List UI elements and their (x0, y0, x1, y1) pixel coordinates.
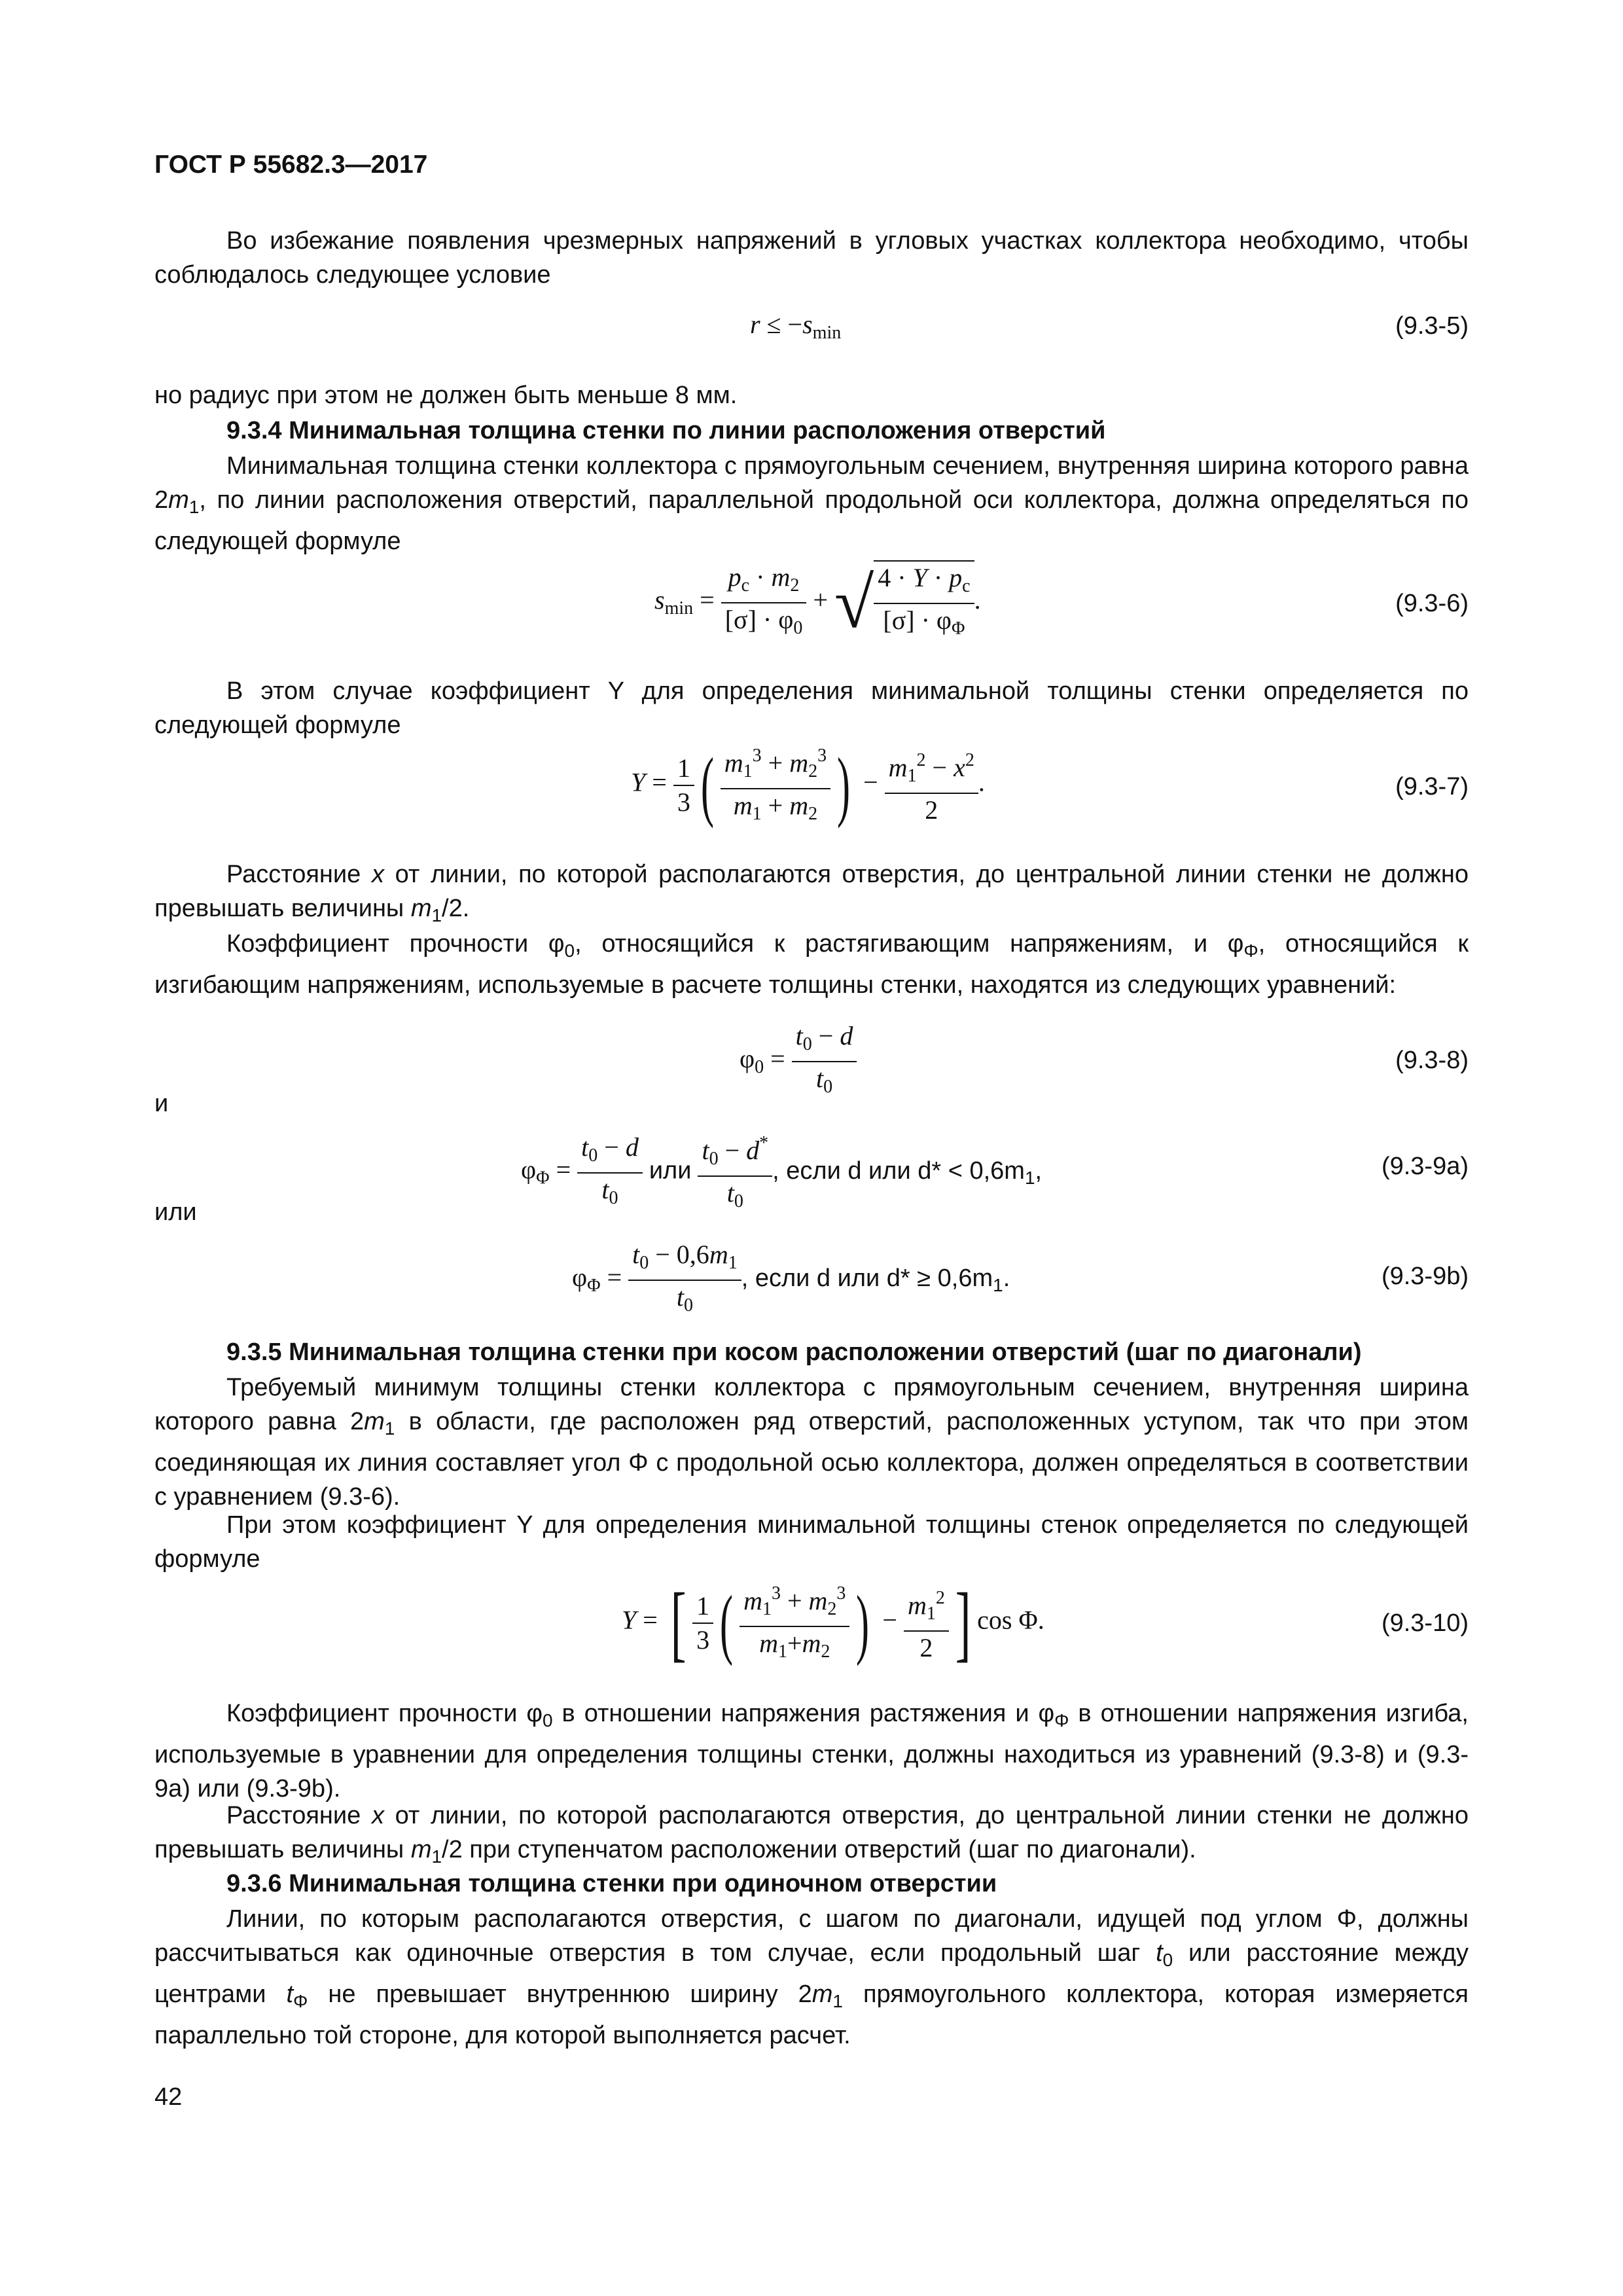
paragraph-10: Расстояние x от линии, по которой располагаются отверстия, до центральной линии стенки не должно превышать величины $m_1/2$ при ступенчатом расположении отверстий (шаг по диагонали). (154, 1802, 1469, 1867)
square-root: √ $\frac{4 \cdot Y \cdot p_c}{[\sigma] \cdot \varphi_\Phi}$ (834, 560, 974, 645)
paragraph-9: Коэффициент прочности $\varphi_0$ в отношении напряжения растяжения и $\varphi_\Phi$ в отношении напряжения изгиба, используемые в уравнении для определения толщины стенки, должны находиться из уравнений (9.3-8) и (9.3-9а) или (9.3-9b). (154, 1700, 1469, 1803)
conjunction-and: и (154, 1090, 169, 1117)
paragraph-3: Минимальная толщина стенки коллектора с прямоугольным сечением, внутренняя ширина которого равна $2m_1$, по линии расположения отверстий, параллельной продольной оси коллектора, должна определяться по следующей формуле (154, 452, 1469, 555)
conjunction-or: или (154, 1198, 197, 1226)
paragraph-6: Коэффициент прочности $\varphi_0$, относящийся к растягивающим напряжениям, и $\varphi_\Phi$, относящийся к изгибающим напряжениям, используемые в расчете толщины стенки, находятся из следующих уравнений: (154, 930, 1469, 999)
section-heading-9-3-6: 9.3.6 Минимальная толщина стенки при одиночном отверстии (226, 1870, 997, 1897)
equation-number: (9.3-7) (1395, 773, 1469, 800)
section-heading-9-3-5: 9.3.5 Минимальная толщина стенки при косом расположении отверстий (шаг по диагонали) (226, 1338, 1362, 1366)
paragraph-8: При этом коэффициент Y для определения минимальной толщины стенок определяется по следующей формуле (154, 1511, 1469, 1573)
page-number: 42 (154, 2083, 183, 2111)
equation-9-3-9b: $\varphi_\Phi$ = $\frac{t_0 - 0,6m_1}{t_0}$ , если d или $d* \ge 0,6m_1$. (572, 1240, 1010, 1316)
section-heading-9-3-4: 9.3.4 Минимальная толщина стенки по линии расположения отверстий (226, 417, 1106, 444)
document-header: ГОСТ Р 55682.3—2017 (154, 151, 428, 179)
equation-number: (9.3-5) (1395, 312, 1469, 340)
paragraph-1: Во избежание появления чрезмерных напряжений в угловых участках коллектора необходимо, чтобы соблюдалось следующее условие (154, 227, 1469, 289)
paragraph-11: Линии, по которым располагаются отверстия, с шагом по диагонали, идущей под углом Φ, должны рассчитываться как одиночные отверстия в том случае, если продольный шаг $t_0$ или расстояние между центрами $t_\Phi$ не превышает внутреннюю ширину $2m_1$ прямоугольного коллектора, которая измеряется параллельно той стороне, для которой выполняется расчет. (154, 1905, 1469, 2049)
equation-number: (9.3-9a) (1381, 1153, 1469, 1180)
equation-number: (9.3-6) (1395, 590, 1469, 617)
equation-number: (9.3-8) (1395, 1047, 1469, 1074)
equation-9-3-6: $s_{min}$ = $\frac{p_c \cdot m_2}{[\sigma] \cdot \varphi_0}$ + √ $\frac{4 \cdot Y \cdot p_c}{[\sigma] \cdot \varphi_\Phi}$ . (654, 560, 981, 645)
equation-9-3-8: $\varphi_0$ = $\frac{t_0 - d}{t_0}$ (740, 1020, 857, 1103)
equation-9-3-10: Y = [ $\frac{1}{3}$ ( $\frac{m_1^3 + m_2^3}{m_1+m_2}$ ) − $\frac{m_1^2}{2}$ ] cos Φ. (622, 1575, 1044, 1670)
equation-9-3-5: $r \le -s_{min}$ (750, 310, 842, 343)
equation-9-3-9a: $\varphi_\Phi$ = $\frac{t_0 - d}{t_0}$ или $\frac{t_0 - d^*}{t_0}$ , если d или $d* < 0,6m_1$, (521, 1127, 1042, 1218)
paragraph-2: но радиус при этом не должен быть меньше 8 мм. (154, 382, 738, 409)
fraction: $\frac{p_c \cdot m_2}{[\sigma] \cdot \varphi_0}$ (721, 561, 807, 645)
equation-number: (9.3-9b) (1381, 1263, 1469, 1290)
paragraph-5: Расстояние x от линии, по которой располагаются отверстия, до центральной линии стенки не должно превышать величины $m_1/2$. (154, 861, 1469, 925)
paragraph-4: В этом случае коэффициент Y для определения минимальной толщины стенки определяется по следующей формуле (154, 677, 1469, 739)
paragraph-7: Требуемый минимум толщины стенки коллектора с прямоугольным сечением, внутренняя ширина которого равна $2m_1$ в области, где расположен ряд отверстий, расположенных уступом, так что при этом соединяющая их линия составляет угол Φ с продольной осью коллектора, должен определяться в соответствии с уравнением (9.3-6). (154, 1374, 1469, 1511)
equation-number: (9.3-10) (1381, 1609, 1469, 1637)
equation-9-3-7: Y = $\frac{1}{3}$ ( $\frac{m_1^3 + m_2^3}{m_1 + m_2}$ ) − $\frac{m_1^2 - x^2}{2}$ . (631, 740, 985, 831)
